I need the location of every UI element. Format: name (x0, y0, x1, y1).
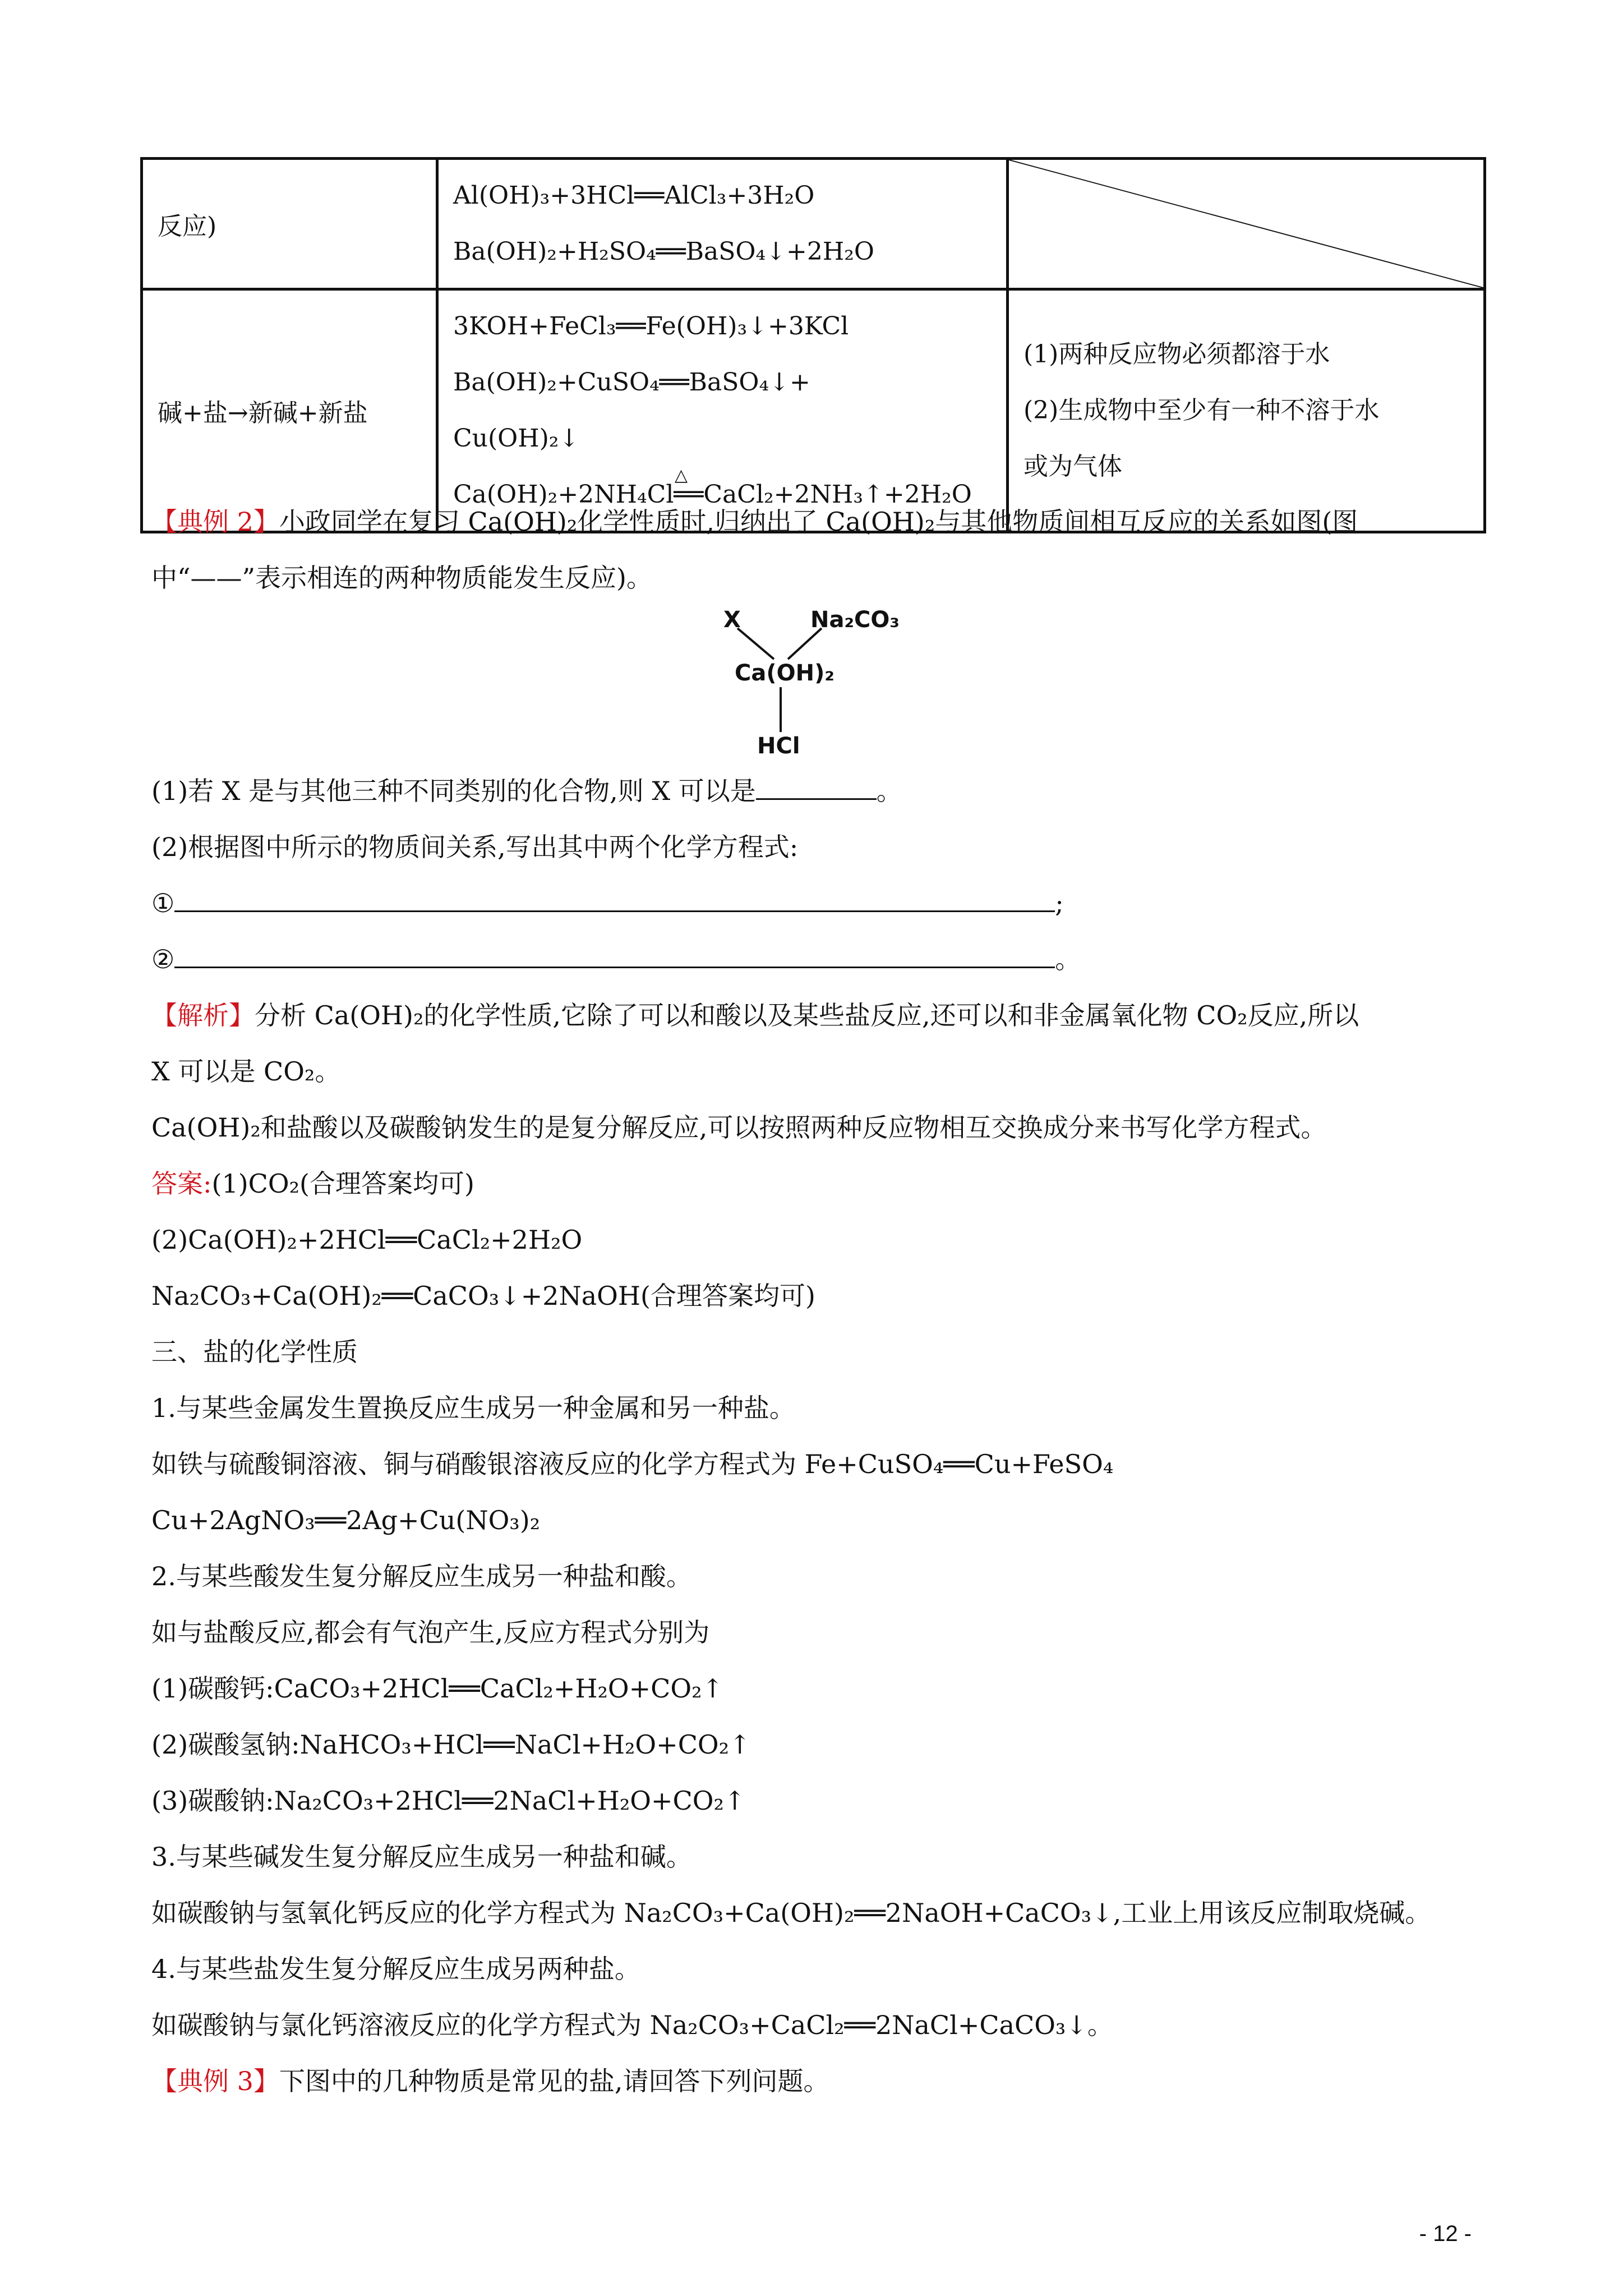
equation: Ca(OH)₂+2NH₄Cl══CaCl₂+2NH₃↑+2H₂O (453, 480, 972, 509)
section-title: 三、盐的化学性质 (151, 1337, 358, 1367)
paragraph-text: 4.与某些盐发生复分解反应生成另两种盐。 (151, 1954, 640, 1984)
analysis-tag: 【解析】 (151, 1000, 255, 1030)
answer-blank (174, 899, 1055, 912)
equation: Ba(OH)₂+CuSO₄══BaSO₄↓+ (453, 368, 810, 397)
answer-line-1: ① ; (151, 888, 1064, 918)
equation: (1)碳酸钙:CaCO₃+2HCl══CaCl₂+H₂O+CO₂↑ (151, 1673, 724, 1704)
answer-text: Na₂CO₃+Ca(OH)₂══CaCO₃↓+2NaOH(合理答案均可) (151, 1281, 815, 1311)
table-cell-equations (437, 159, 1008, 289)
relation-diagram (151, 606, 1486, 763)
table-row (142, 159, 1485, 289)
example3-intro: 【典例 3】下图中的几种物质是常见的盐,请回答下列问题。 (151, 2066, 829, 2096)
equation: (2)碳酸氢钠:NaHCO₃+HCl══NaCl+H₂O+CO₂↑ (151, 1729, 751, 1760)
diagonal-line (1009, 160, 1483, 288)
equation: Ba(OH)₂+H₂SO₄══BaSO₄↓+2H₂O (453, 237, 874, 266)
condition-text: (1)两种反应物必须都溶于水 (1023, 340, 1330, 369)
heating-condition: △ (675, 466, 688, 485)
analysis-line: 【解析】分析 Ca(OH)₂的化学性质,它除了可以和酸以及某些盐反应,还可以和非金属氧化物 CO₂反应,所以 (151, 1000, 1359, 1030)
paragraph-text: 如铁与硫酸铜溶液、铜与硝酸银溶液反应的化学方程式为 Fe+CuSO₄══Cu+FeSO₄ (151, 1449, 1114, 1479)
document-body (151, 494, 1486, 2109)
paragraph-text: 1.与某些金属发生置换反应生成另一种金属和另一种盐。 (151, 1393, 795, 1423)
answer-heading-line: 答案:(1)CO₂(合理答案均可) (151, 1168, 474, 1199)
paragraph-text: 如与盐酸反应,都会有气泡产生,反应方程式分别为 (151, 1617, 710, 1648)
answer-line-2: ② 。 (151, 944, 1081, 974)
answer-tag: 答案: (151, 1168, 212, 1199)
answer-blank (174, 955, 1055, 968)
paragraph-text: 如碳酸钠与氯化钙溶液反应的化学方程式为 Na₂CO₃+CaCl₂══2NaCl+CaCO₃↓。 (151, 2010, 1113, 2040)
condition-text: (2)生成物中至少有一种不溶于水 (1023, 396, 1380, 425)
example3-tag: 【典例 3】 (151, 2066, 279, 2096)
example2-tag: 【典例 2】 (151, 507, 279, 537)
example2-intro (151, 494, 1486, 550)
table-cell-empty-diagonal (1008, 159, 1485, 289)
diagram-node-caoh2: Ca(OH)₂ (735, 660, 834, 686)
diagram-node-x: X (723, 607, 741, 633)
diagram-node-na2co3: Na₂CO₃ (810, 607, 900, 633)
reaction-table (140, 157, 1486, 533)
paragraph-text: 如碳酸钠与氢氧化钙反应的化学方程式为 Na₂CO₃+Ca(OH)₂══2NaOH+CaCO₃↓,工业上用该反应制取烧碱。 (151, 1898, 1431, 1928)
condition-text: 或为气体 (1023, 452, 1122, 481)
paragraph-text: 3.与某些碱发生复分解反应生成另一种盐和碱。 (151, 1842, 692, 1872)
table-cell-reaction-type: 碱+盐→新碱+新盐 (142, 289, 437, 532)
equation: 3KOH+FeCl₃══Fe(OH)₃↓+3KCl (453, 312, 849, 341)
answer-text: (2)Ca(OH)₂+2HCl══CaCl₂+2H₂O (151, 1225, 583, 1255)
diagram-node-hcl: HCl (757, 733, 800, 759)
paragraph-text: X 可以是 CO₂。 (151, 1056, 341, 1087)
equation: Cu+2AgNO₃══2Ag+Cu(NO₃)₂ (151, 1505, 541, 1535)
equation: (3)碳酸钠:Na₂CO₃+2HCl══2NaCl+H₂O+CO₂↑ (151, 1786, 746, 1816)
question-1: (1)若 X 是与其他三种不同类别的化合物,则 X 可以是 。 (151, 776, 902, 806)
equation: Al(OH)₃+3HCl══AlCl₃+3H₂O (453, 181, 815, 210)
question-2: (2)根据图中所示的物质间关系,写出其中两个化学方程式: (151, 832, 799, 862)
equation: Cu(OH)₂↓ (453, 424, 580, 453)
paragraph-text: 2.与某些酸发生复分解反应生成另一种盐和酸。 (151, 1561, 692, 1591)
paragraph-text: 小政同学在复习 Ca(OH)₂化学性质时,归纳出了 Ca(OH)₂与其他物质间相互反应的关系如图(图 (279, 507, 1358, 537)
paragraph-text: 中“——”表示相连的两种物质能发生反应)。 (151, 563, 652, 593)
paragraph-text: Ca(OH)₂和盐酸以及碳酸钠发生的是复分解反应,可以按照两种反应物相互交换成分来书写化学方程式。 (151, 1112, 1327, 1143)
page-number: - 12 - (1419, 2221, 1472, 2246)
answer-blank (756, 787, 877, 800)
table-cell-reaction-type: 反应) (142, 159, 437, 289)
